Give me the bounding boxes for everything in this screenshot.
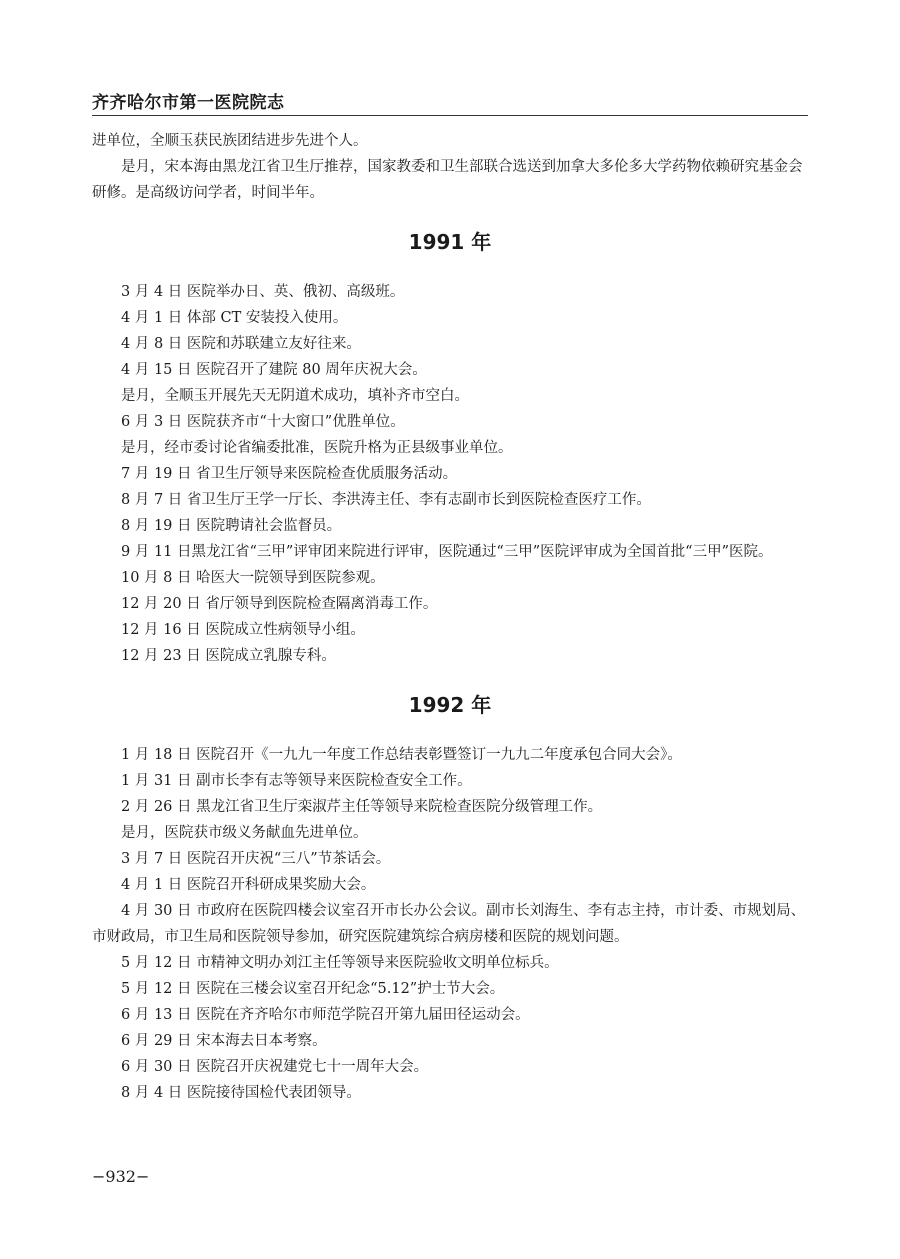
spacer: [92, 255, 808, 279]
chronicle-entry: 2 月 26 日 黑龙江省卫生厅栾淑芹主任等领导来院检查医院分级管理工作。: [121, 799, 603, 815]
chronicle-entry: 4 月 8 日 医院和苏联建立友好往来。: [121, 336, 361, 352]
intro-paragraph: 是月，宋本海由黑龙江省卫生厅推荐，国家教委和卫生部联合选送到加拿大多伦多大学药物依赖研究基金会研修。是高级访问学者，时间半年。: [92, 159, 803, 201]
chronicle-entry: 6 月 29 日 宋本海去日本考察。: [121, 1033, 327, 1049]
chronicle-entry: 3 月 7 日 医院召开庆祝“三八”节茶话会。: [121, 851, 391, 867]
chronicle-entry: 12 月 16 日 医院成立性病领导小组。: [121, 622, 365, 638]
spacer: [92, 206, 808, 229]
page-body: [92, 128, 808, 1106]
chronicle-entry: 8 月 19 日 医院聘请社会监督员。: [121, 518, 342, 534]
year-entries-1992: [92, 742, 808, 1106]
chronicle-entry: 4 月 1 日 体部 CT 安装投入使用。: [121, 310, 348, 326]
spacer: [92, 669, 808, 692]
chronicle-entry: 是月，经市委讨论省编委批准，医院升格为正县级事业单位。: [121, 440, 513, 456]
chronicle-entry: 4 月 15 日 医院召开了建院 80 周年庆祝大会。: [121, 362, 427, 378]
year-entries-1991: [92, 279, 808, 669]
chronicle-entry: 8 月 7 日 省卫生厅王学一厅长、李洪涛主任、李有志副市长到医院检查医疗工作。: [121, 492, 651, 508]
chronicle-entry: 4 月 30 日 市政府在医院四楼会议室召开市长办公会议。副市长刘海生、李有志主持，市计委、市规划局、市财政局，市卫生局和医院领导参加，研究医院建筑综合病房楼和医院的规划问题。: [92, 903, 806, 945]
chronicle-entry: 8 月 4 日 医院接待国检代表团领导。: [121, 1085, 361, 1101]
year-heading: 1991 年: [408, 230, 492, 254]
page-number: −932−: [92, 1167, 150, 1186]
chronicle-entry: 6 月 30 日 医院召开庆祝建党七十一周年大会。: [121, 1059, 429, 1075]
chronicle-entry: 12 月 20 日 省厅领导到医院检查隔离消毒工作。: [121, 596, 438, 612]
year-heading: 1992 年: [408, 693, 492, 717]
chronicle-entry: 1 月 18 日 医院召开《一九九一年度工作总结表彰暨签订一九九二年度承包合同大会》。: [121, 747, 682, 763]
chronicle-entry: 9 月 11 日黑龙江省“三甲”评审团来院进行评审，医院通过“三甲”医院评审成为全国首批“三甲”医院。: [121, 544, 773, 560]
chronicle-entry: 1 月 31 日 副市长李有志等领导来医院检查安全工作。: [121, 773, 472, 789]
header-rule: [92, 115, 808, 116]
chronicle-entry: 6 月 13 日 医院在齐齐哈尔市师范学院召开第九届田径运动会。: [121, 1007, 530, 1023]
spacer: [92, 718, 808, 742]
chronicle-entry: 7 月 19 日 省卫生厅领导来医院检查优质服务活动。: [121, 466, 458, 482]
chronicle-entry: 3 月 4 日 医院举办日、英、俄初、高级班。: [121, 284, 405, 300]
chronicle-entry: 是月，全顺玉开展先天无阴道术成功，填补齐市空白。: [121, 388, 469, 404]
chronicle-entry: 6 月 3 日 医院获齐市“十大窗口”优胜单位。: [121, 414, 405, 430]
chronicle-entry: 5 月 12 日 医院在三楼会议室召开纪念“5.12”护士节大会。: [121, 981, 505, 997]
chronicle-entry: 5 月 12 日 市精神文明办刘江主任等领导来医院验收文明单位标兵。: [121, 955, 559, 971]
chronicle-entry: 4 月 1 日 医院召开科研成果奖励大会。: [121, 877, 376, 893]
chronicle-entry: 12 月 23 日 医院成立乳腺专科。: [121, 648, 336, 664]
running-header: 齐齐哈尔市第一医院院志: [92, 93, 285, 113]
chronicle-entry: 是月，医院获市级义务献血先进单位。: [121, 825, 368, 841]
chronicle-entry: 10 月 8 日 哈医大一院领导到医院参观。: [121, 570, 385, 586]
intro-paragraph: 进单位，全顺玉获民族团结进步先进个人。: [92, 133, 368, 149]
